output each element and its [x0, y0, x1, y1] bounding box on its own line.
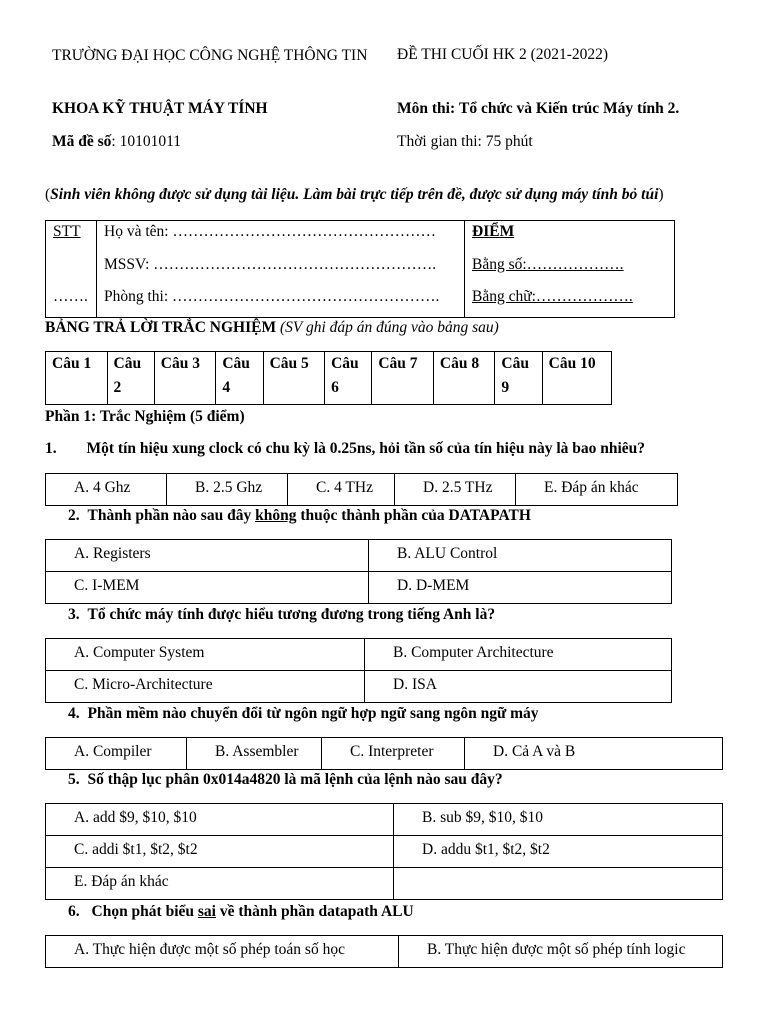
score-words-field[interactable]: Bằng chữ:………………. [472, 288, 633, 305]
option-empty [394, 868, 723, 900]
question-text-rest: thuộc thành phần của DATAPATH [296, 507, 531, 524]
answer-cell[interactable]: Câu 1 [46, 352, 108, 405]
question-number: 6. [68, 903, 80, 920]
question-text: Một tín hiệu xung clock có chu kỳ là 0.25ns, hỏi tần số của tín hiệu này là bao nhiêu? [86, 440, 646, 457]
option-c[interactable]: C. I-MEM [46, 572, 369, 604]
option-c[interactable]: C. 4 THz [288, 474, 395, 506]
option-b[interactable]: B. ALU Control [369, 540, 672, 572]
score-number-field[interactable]: Bằng số:………………. [472, 256, 624, 273]
exam-code-value: : 10101011 [111, 133, 182, 150]
question-text: Số thập lục phân 0x014a4820 là mã lệnh của lệnh nào sau đây? [87, 771, 503, 788]
option-e[interactable]: E. Đáp án khác [516, 474, 678, 506]
option-d[interactable]: D. ISA [365, 671, 672, 703]
question-text: Chọn phát biểu [91, 903, 198, 920]
stt-dots[interactable]: ……. [53, 288, 88, 305]
stt-label: STT [53, 223, 81, 240]
answer-sheet-title [45, 319, 499, 337]
question-text-rest: về thành phần datapath ALU [215, 903, 414, 920]
option-d[interactable]: D. Cả A và B [465, 738, 723, 770]
room-field[interactable]: Phòng thi: ……………………………………………. [104, 288, 440, 305]
question-text-emphasis: không [255, 507, 297, 524]
question-text: Tổ chức máy tính được hiểu tương đương trong tiếng Anh là? [87, 606, 496, 623]
answer-sheet-note: (SV ghi đáp án đúng vào bảng sau) [279, 319, 499, 336]
name-field[interactable]: Họ và tên: …………………………………………… [104, 223, 436, 240]
exam-code [52, 133, 181, 151]
option-a[interactable]: A. Compiler [46, 738, 187, 770]
q4-options [45, 737, 723, 770]
student-info-box [45, 220, 675, 318]
question-number: 1. [45, 440, 57, 457]
question-4 [68, 705, 539, 723]
q2-options [45, 539, 672, 604]
answer-cell[interactable]: Câu 2 [107, 352, 154, 405]
question-text: Thành phần nào sau đây [87, 507, 256, 524]
option-a[interactable]: A. 4 Ghz [46, 474, 167, 506]
answer-cell[interactable]: Câu 3 [154, 352, 216, 405]
answer-cell[interactable]: Câu 5 [263, 352, 325, 405]
question-1 [45, 440, 645, 458]
answer-cell[interactable]: Câu 10 [542, 352, 611, 405]
q6-options [45, 935, 723, 968]
option-d[interactable]: D. D-MEM [369, 572, 672, 604]
q3-options [45, 638, 672, 703]
option-b[interactable]: B. 2.5 Ghz [167, 474, 288, 506]
exam-duration: Thời gian thi: 75 phút [397, 133, 533, 150]
subject-value: Tổ chức và Kiến trúc Máy tính 2. [459, 100, 680, 117]
instruction [45, 186, 664, 204]
subject-label: Môn thi: [397, 100, 456, 117]
exam-title: ĐỀ THI CUỐI HK 2 (2021-2022) [397, 46, 609, 63]
answer-cell[interactable]: Câu 9 [495, 352, 542, 405]
question-number: 5. [68, 771, 80, 788]
question-6 [68, 903, 414, 921]
q1-options [45, 473, 678, 506]
option-a[interactable]: A. add $9, $10, $10 [46, 804, 394, 836]
question-2 [68, 507, 531, 525]
option-a[interactable]: A. Registers [46, 540, 369, 572]
option-c[interactable]: C. Micro-Architecture [46, 671, 365, 703]
answer-sheet-heading: BẢNG TRẢ LỜI TRẮC NGHIỆM [45, 319, 277, 336]
option-c[interactable]: C. Interpreter [322, 738, 465, 770]
question-5 [68, 771, 503, 789]
question-number: 4. [68, 705, 80, 722]
option-c[interactable]: C. addi $t1, $t2, $t2 [46, 836, 394, 868]
part1-title: Phần 1: Trắc Nghiệm (5 điểm) [45, 408, 245, 425]
subject-line [397, 100, 679, 118]
faculty-name: KHOA KỸ THUẬT MÁY TÍNH [52, 100, 268, 117]
answer-cell[interactable]: Câu 6 [325, 352, 372, 405]
question-3 [68, 606, 495, 624]
option-e[interactable]: E. Đáp án khác [46, 868, 394, 900]
question-number: 2. [68, 507, 80, 524]
exam-code-label: Mã đề số [52, 133, 112, 150]
option-d[interactable]: D. addu $t1, $t2, $t2 [394, 836, 723, 868]
score-label: ĐIỂM [472, 223, 515, 240]
answer-cell[interactable]: Câu 8 [433, 352, 495, 405]
question-text-emphasis: sai [197, 903, 216, 920]
option-d[interactable]: D. 2.5 THz [395, 474, 516, 506]
answer-table [45, 351, 612, 405]
instruction-open: ( [45, 186, 51, 203]
instruction-close: ) [658, 186, 664, 203]
option-a[interactable]: A. Thực hiện được một số phép toán số học [46, 936, 399, 968]
option-a[interactable]: A. Computer System [46, 639, 365, 671]
q5-options [45, 803, 723, 900]
school-name: TRƯỜNG ĐẠI HỌC CÔNG NGHỆ THÔNG TIN [52, 47, 368, 64]
answer-cell[interactable]: Câu 7 [372, 352, 434, 405]
option-b[interactable]: B. Thực hiện được một số phép tính logic [399, 936, 723, 968]
mssv-field[interactable]: MSSV: ………………………………………………. [104, 256, 437, 273]
option-b[interactable]: B. Computer Architecture [365, 639, 672, 671]
option-b[interactable]: B. sub $9, $10, $10 [394, 804, 723, 836]
option-b[interactable]: B. Assembler [187, 738, 322, 770]
instruction-text: Sinh viên không được sử dụng tài liệu. Làm bài trực tiếp trên đề, được sử dụng máy tính bỏ túi [50, 186, 659, 203]
question-text: Phần mềm nào chuyển đổi từ ngôn ngữ hợp ngữ sang ngôn ngữ máy [87, 705, 539, 722]
question-number: 3. [68, 606, 80, 623]
answer-cell[interactable]: Câu 4 [216, 352, 263, 405]
